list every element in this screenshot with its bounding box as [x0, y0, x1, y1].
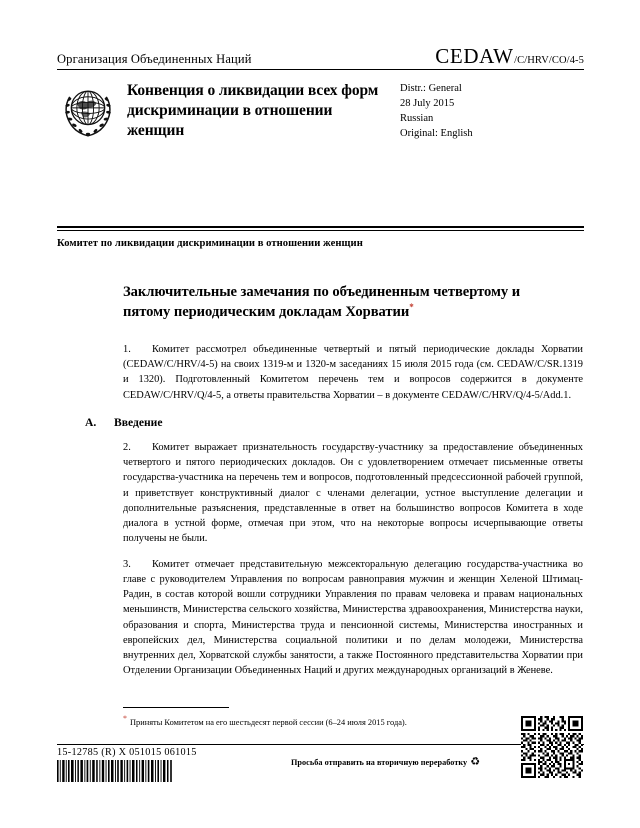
- distribution-block: [400, 82, 473, 142]
- convention-title: Конвенция о ликвидации всех форм дискриминации в отношении женщин: [127, 82, 379, 140]
- paragraph-1-number: 1.: [123, 344, 131, 355]
- document-language: Russian: [400, 112, 434, 124]
- recycle-notice: [291, 755, 480, 768]
- footnote: [123, 713, 563, 729]
- organization-name: Организация Объединенных Наций: [57, 52, 252, 66]
- document-body: [85, 342, 583, 688]
- masthead-divider: [57, 69, 584, 70]
- document-date: 28 July 2015: [400, 97, 455, 109]
- title-footnote-marker: *: [409, 301, 414, 312]
- section-divider: [57, 226, 584, 231]
- paragraph-2: [123, 440, 583, 547]
- distribution-line: Distr.: General: [400, 83, 462, 94]
- page-title-text: Заключительные замечания по объединенным четвертому и пятому периодическим докладам Хорватии: [123, 284, 521, 320]
- document-symbol: [435, 46, 584, 67]
- footnote-text: Приняты Комитетом на его шестьдесят первой сессии (6–24 июля 2015 года).: [130, 717, 407, 727]
- job-number: 15-12785 (R) X 051015 061015: [57, 747, 197, 758]
- section-a-letter: A.: [85, 415, 97, 429]
- paragraph-1-text: Комитет рассмотрел объединенные четвертый и пятый периодические доклады Хорватии (CEDAW/C/HRV/4-5) на своих 1319-м и 1320-м заседаниях 15 июля 2015 года (см. CEDAW/C/SR.1319 и 1320). Подготовленный Комитетом перечень тем и вопросов содержится в документе CEDAW/C/HRV/Q/4-5, а ответы правительства Хорватии – в документе CEDAW/C/HRV/Q/4-5/Add.1.: [123, 344, 583, 401]
- section-heading-a: [85, 415, 583, 429]
- qr-code: [521, 716, 583, 778]
- page-title: [123, 283, 528, 322]
- document-symbol-suffix: /C/HRV/CO/4-5: [514, 55, 584, 66]
- masthead: [57, 46, 584, 157]
- paragraph-3-number: 3.: [123, 558, 131, 570]
- footnote-marker: *: [123, 714, 127, 723]
- footnote-separator: [123, 707, 229, 708]
- masthead-top-row: [57, 46, 584, 66]
- barcode: [57, 760, 173, 782]
- paragraph-1: [123, 342, 583, 403]
- paragraph-2-text: Комитет выражает признательность государству-участнику за предоставление объединенных четвертого и пятого периодических докладов. Он с удовлетворением отмечает письменные ответы государства-участника на перечень тем и вопросов, подготовленный предсессионной рабочей группой, и приветствует конструктивный диалог с членами делегации, устное выступление делегации и дополнительные разъяснения, представленные в ответ на большинство вопросов Комитета в ходе диалога в устной форме, отмечая при этом, что на некоторые вопросы исчерпывающие ответы получены не были.: [123, 441, 583, 545]
- un-emblem-icon: [57, 80, 119, 142]
- section-a-title: Введение: [114, 415, 163, 429]
- footer-divider: [57, 744, 584, 745]
- recycle-text: Просьба отправить на вторичную переработку: [291, 758, 468, 767]
- paragraph-3-text: Комитет отмечает представительную межсекторальную делегацию государства-участника во главе с руководителем Управления по вопросам равноправия мужчин и женщин Хеленой Штимац-Радин, в состав которой вошли сотрудники Управления по правам человека и правам национальных меньшинств, Министерства сельского хозяйства, Министерства здравоохранения, Министерства науки, образования и спорта, Министерства труда и пенсионной системы, Министерства иностранных и европейских дел, Министерства социальной политики и по делам молодежи, Министерства внутренних дел, Хорватской службы занятости, а также Постоянного представительства Хорватии при Отделении Организации Объединенных Наций и других международных организаций в Женеве.: [123, 558, 583, 677]
- paragraph-2-number: 2.: [123, 441, 131, 453]
- paragraph-3: [123, 557, 583, 679]
- committee-name: Комитет по ликвидации дискриминации в отношении женщин: [57, 238, 363, 249]
- document-symbol-main: CEDAW: [435, 44, 514, 68]
- masthead-bottom-row: [57, 79, 584, 157]
- document-original-language: Original: English: [400, 127, 473, 139]
- recycle-icon: ♻: [470, 756, 481, 768]
